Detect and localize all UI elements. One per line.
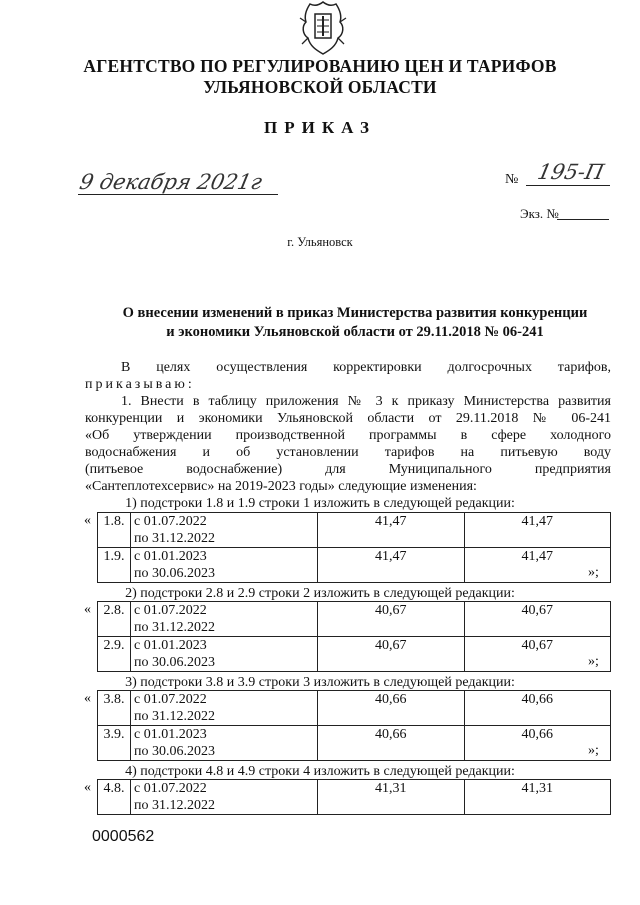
period-cell — [131, 637, 318, 672]
copy-underline — [557, 219, 609, 220]
tariff-value-1: 40,66 — [318, 691, 465, 726]
handwritten-number: 195-П — [535, 160, 607, 184]
tariff-value-1: 41,47 — [318, 513, 465, 548]
quote-close: »; — [588, 565, 599, 580]
p1-line5: (питьевое водоснабжение) для Муниципального предприятия — [85, 462, 611, 477]
tariff-value-1: 41,31 — [318, 780, 465, 815]
handwritten-date: 9 декабря 2021г — [77, 170, 265, 194]
tariff-value-2: 41,47 — [464, 548, 611, 583]
quote-close: »; — [588, 743, 599, 758]
tariff-value-1: 40,67 — [318, 602, 465, 637]
p1-line4: водоснабжения и об установлении тарифов на питьевую воду — [85, 445, 611, 460]
subsection-heading: 4) подстроки 4.8 и 4.9 строки 4 изложить в следующей редакции: — [125, 764, 515, 779]
period-cell — [131, 691, 318, 726]
table-row — [98, 548, 611, 583]
tariff-value-2: 40,67 — [464, 602, 611, 637]
quote-open: « — [84, 780, 91, 795]
row-number: 3.8. — [98, 691, 131, 726]
tariff-table — [97, 690, 611, 761]
period-to: по 30.06.2023 — [134, 655, 215, 670]
title-line2: и экономики Ульяновской области от 29.11.2018 № 06-241 — [166, 324, 544, 340]
subsection-heading: 2) подстроки 2.8 и 2.9 строки 2 изложить в следующей редакции: — [125, 586, 515, 601]
table-row — [98, 691, 611, 726]
tariff-table — [97, 512, 611, 583]
tariff-value-1: 40,67 — [318, 637, 465, 672]
quote-close: »; — [588, 654, 599, 669]
p1-line2: конкуренции и экономики Ульяновской области от 29.11.2018 № 06-241 — [85, 411, 611, 426]
row-number: 3.9. — [98, 726, 131, 761]
table-row — [98, 726, 611, 761]
period-from: с 01.07.2022 — [134, 692, 207, 707]
tariff-value-1: 40,66 — [318, 726, 465, 761]
period-from: с 01.01.2023 — [134, 638, 207, 653]
period-to: по 31.12.2022 — [134, 709, 215, 724]
tariff-value-2: 41,31 — [464, 780, 611, 815]
tariff-value-2: 40,66 — [464, 691, 611, 726]
period-from: с 01.01.2023 — [134, 549, 207, 564]
period-cell — [131, 513, 318, 548]
document-code: 0000562 — [92, 828, 155, 845]
subsection-heading: 3) подстроки 3.8 и 3.9 строки 3 изложить в следующей редакции: — [125, 675, 515, 690]
title-line1: О внесении изменений в приказ Министерства развития конкуренции — [122, 305, 588, 321]
table-row — [98, 602, 611, 637]
p1-line6: «Сантеплотехсервис» на 2019-2023 годы» следующие изменения: — [85, 479, 477, 494]
row-number: 4.8. — [98, 780, 131, 815]
period-to: по 30.06.2023 — [134, 744, 215, 759]
row-number: 2.8. — [98, 602, 131, 637]
period-to: по 31.12.2022 — [134, 798, 215, 813]
date-underline — [78, 194, 278, 195]
org-name-line1: АГЕНТСТВО ПО РЕГУЛИРОВАНИЮ ЦЕН И ТАРИФОВ — [83, 56, 557, 76]
period-to: по 30.06.2023 — [134, 566, 215, 581]
table-row — [98, 637, 611, 672]
subsection-heading: 1) подстроки 1.8 и 1.9 строки 1 изложить в следующей редакции: — [125, 496, 515, 511]
table-row — [98, 780, 611, 815]
quote-open: « — [84, 602, 91, 617]
tariff-table — [97, 779, 611, 815]
city: г. Ульяновск — [287, 235, 353, 249]
period-from: с 01.07.2022 — [134, 781, 207, 796]
intro-line2: приказываю: — [85, 377, 195, 392]
tariff-value-2: 40,66 — [464, 726, 611, 761]
period-from: с 01.07.2022 — [134, 603, 207, 618]
document-type: ПРИКАЗ — [264, 118, 376, 137]
copy-label: Экз. № — [520, 206, 559, 221]
org-name-line2: УЛЬЯНОВСКОЙ ОБЛАСТИ — [203, 77, 437, 97]
period-cell — [131, 602, 318, 637]
tariff-value-2: 41,47 — [464, 513, 611, 548]
period-to: по 31.12.2022 — [134, 531, 215, 546]
period-cell — [131, 726, 318, 761]
period-from: с 01.01.2023 — [134, 727, 207, 742]
period-cell — [131, 548, 318, 583]
intro-line1: В целях осуществления корректировки долгосрочных тарифов, — [121, 360, 611, 375]
tariff-value-2: 40,67 — [464, 637, 611, 672]
row-number: 1.9. — [98, 548, 131, 583]
row-number: 1.8. — [98, 513, 131, 548]
period-to: по 31.12.2022 — [134, 620, 215, 635]
quote-open: « — [84, 691, 91, 706]
p1-line3: «Об утверждении производственной программы в сфере холодного — [85, 428, 611, 443]
number-underline — [526, 185, 610, 186]
tariff-table — [97, 601, 611, 672]
number-label: № — [505, 172, 519, 187]
coat-of-arms-emblem — [296, 0, 350, 56]
row-number: 2.9. — [98, 637, 131, 672]
tariff-value-1: 41,47 — [318, 548, 465, 583]
table-row — [98, 513, 611, 548]
period-cell — [131, 780, 318, 815]
period-from: с 01.07.2022 — [134, 514, 207, 529]
p1-line1: 1. Внести в таблицу приложения № 3 к приказу Министерства развития — [121, 394, 611, 409]
quote-open: « — [84, 513, 91, 528]
